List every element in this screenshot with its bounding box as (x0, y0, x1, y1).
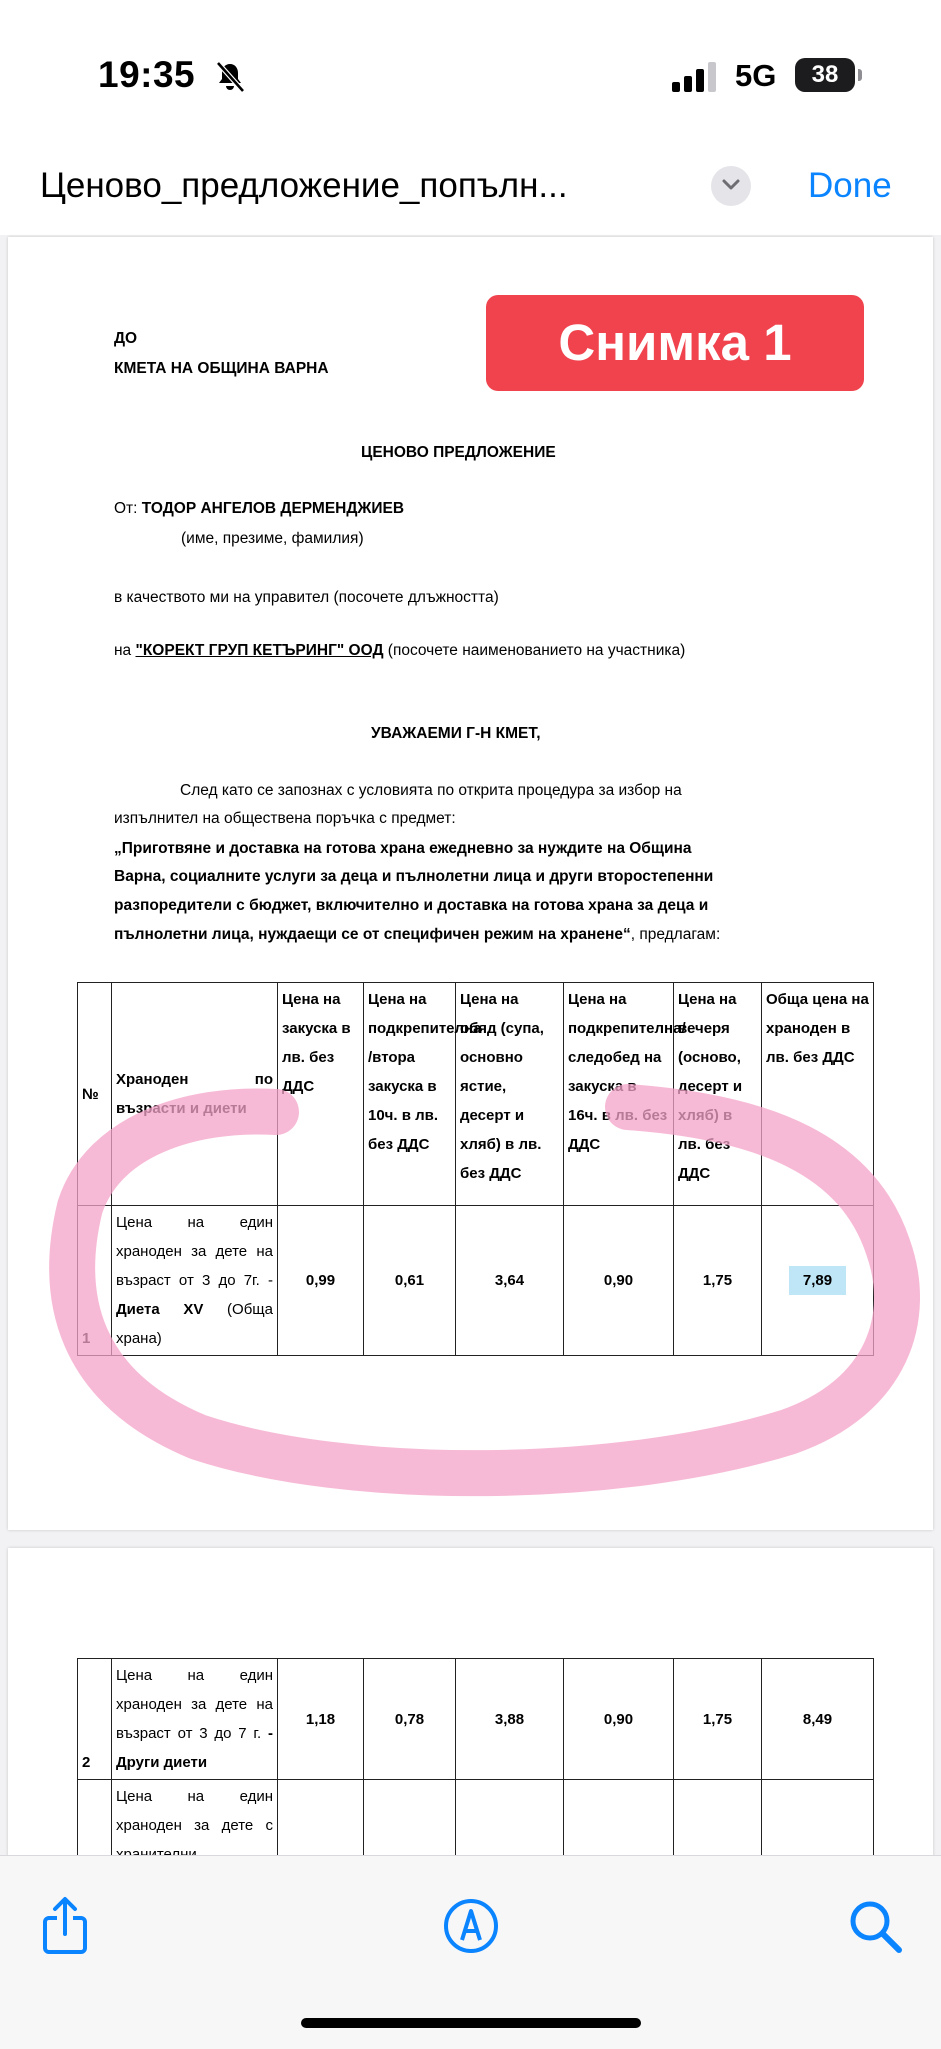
company-name: "КОРЕКТ ГРУП КЕТЪРИНГ" ООД (135, 642, 384, 659)
company-line (114, 642, 685, 660)
header-lunch: Цена на обяд (супа, основно ястие, десерт и хляб) в лв. без ДДС (456, 983, 564, 1206)
company-hint: (посочете наименованието на участника) (383, 642, 686, 659)
row-number: 2 (78, 1659, 112, 1780)
addressee-line-2: КМЕТА НА ОБЩИНА ВАРНА (114, 360, 329, 377)
row-description-tail: (Обща храна) (116, 1301, 273, 1347)
subject-line-3: разпоредители с бюджет, включително и доставка на готова храна за деца и (114, 897, 709, 914)
capacity-line: в качеството ми на управител (посочете длъжността) (114, 589, 499, 606)
row-number: 1 (78, 1206, 112, 1356)
signal-icon (672, 62, 718, 92)
price-table (77, 982, 874, 1356)
cell-snack-16: 0,90 (564, 1206, 674, 1356)
subject-line-4 (114, 926, 720, 944)
bottom-toolbar (0, 1855, 941, 2049)
price-table-continued (77, 1658, 874, 1870)
document-title[interactable]: Ценово_предложение_попълн... (40, 166, 568, 205)
share-icon[interactable] (35, 1896, 95, 1956)
document-page-1[interactable] (8, 237, 933, 1530)
cell-dinner: 1,75 (674, 1206, 762, 1356)
header-snack-10: Цена на подкрепителна /втора закуска в 10ч. в лв. без ДДС (364, 983, 456, 1206)
row-description-text: Цена на един храноден за дете на възраст от 3 до 7г. - (116, 1214, 273, 1289)
row-description-text: Цена на един храноден за дете на възраст от 3 до 7 г. (116, 1667, 273, 1742)
status-time: 19:35 (98, 54, 196, 95)
header-dinner: Цена на вечеря (осново, десерт и хляб) в лв. без ДДС (674, 983, 762, 1206)
from-hint: (име, презиме, фамилия) (181, 530, 364, 547)
row-description (112, 1659, 278, 1780)
title-menu-button[interactable] (711, 166, 751, 206)
cell-breakfast: 1,18 (278, 1659, 364, 1780)
row-description (112, 1206, 278, 1356)
status-bar (0, 0, 941, 150)
from-line (114, 500, 404, 518)
table-row (78, 1659, 874, 1780)
search-icon[interactable] (845, 1896, 905, 1956)
addressee-line-1: ДО (114, 330, 138, 347)
cell-dinner: 1,75 (674, 1659, 762, 1780)
subject-line-2: Варна, социалните услуги за деца и пълнолетни лица и други второстепенни (114, 868, 714, 885)
header-total: Обща цена на храноден в лв. без ДДС (762, 983, 874, 1206)
cell-total-highlight: 7,89 (789, 1266, 846, 1295)
nav-bar (0, 150, 941, 235)
cell-snack-10: 0,78 (364, 1659, 456, 1780)
markup-icon[interactable] (441, 1896, 501, 1956)
header-no: № (78, 983, 112, 1206)
header-description: Храноден по възрасти и диети (112, 983, 278, 1206)
document-page-2[interactable] (8, 1548, 933, 1870)
paragraph-line-1: След като се запознах с условията по открита процедура за избор на (180, 782, 682, 799)
cell-breakfast: 0,99 (278, 1206, 364, 1356)
subject-line-1: „Приготвяне и доставка на готова храна ежедневно за нуждите на Община (114, 840, 692, 857)
row-description-bold: Диета XV (116, 1301, 204, 1318)
header-breakfast: Цена на закуска в лв. без ДДС (278, 983, 364, 1206)
subject-line-4-bold: пълнолетни лица, нуждаещи се от специфичен режим на хранене“ (114, 926, 631, 943)
cell-snack-16: 0,90 (564, 1659, 674, 1780)
cell-total: 8,49 (762, 1659, 874, 1780)
row-description: Цена на един храноден за дете с (112, 1780, 278, 1871)
chevron-down-icon (721, 178, 741, 192)
subject-line-4-rest: , предлагам: (630, 926, 721, 943)
photo-label-badge: Снимка 1 (486, 295, 864, 391)
row-description-bold: - Други диети (116, 1725, 273, 1771)
cell-total (762, 1206, 874, 1356)
cell-snack-10: 0,61 (364, 1206, 456, 1356)
salutation: УВАЖАЕМИ Г-Н КМЕТ, (371, 725, 541, 742)
paragraph-line-2: изпълнител на обществена поръчка с предмет: (114, 810, 456, 827)
cell-lunch: 3,88 (456, 1659, 564, 1780)
home-indicator (301, 2018, 641, 2028)
done-button[interactable]: Done (808, 166, 892, 205)
cell-lunch: 3,64 (456, 1206, 564, 1356)
header-snack-16: Цена на подкрепителна/ следобед на закуска в 16ч. в лв. без ДДС (564, 983, 674, 1206)
bell-slash-icon (213, 60, 247, 94)
table-row (78, 1206, 874, 1356)
document-heading: ЦЕНОВО ПРЕДЛОЖЕНИЕ (361, 444, 556, 461)
network-type: 5G (735, 58, 777, 93)
table-header-row (78, 983, 874, 1206)
from-name: ТОДОР АНГЕЛОВ ДЕРМЕНДЖИЕВ (141, 500, 405, 517)
from-prefix: От: (114, 500, 142, 517)
battery-icon: 38 (795, 58, 855, 92)
company-prefix: на (114, 642, 136, 659)
